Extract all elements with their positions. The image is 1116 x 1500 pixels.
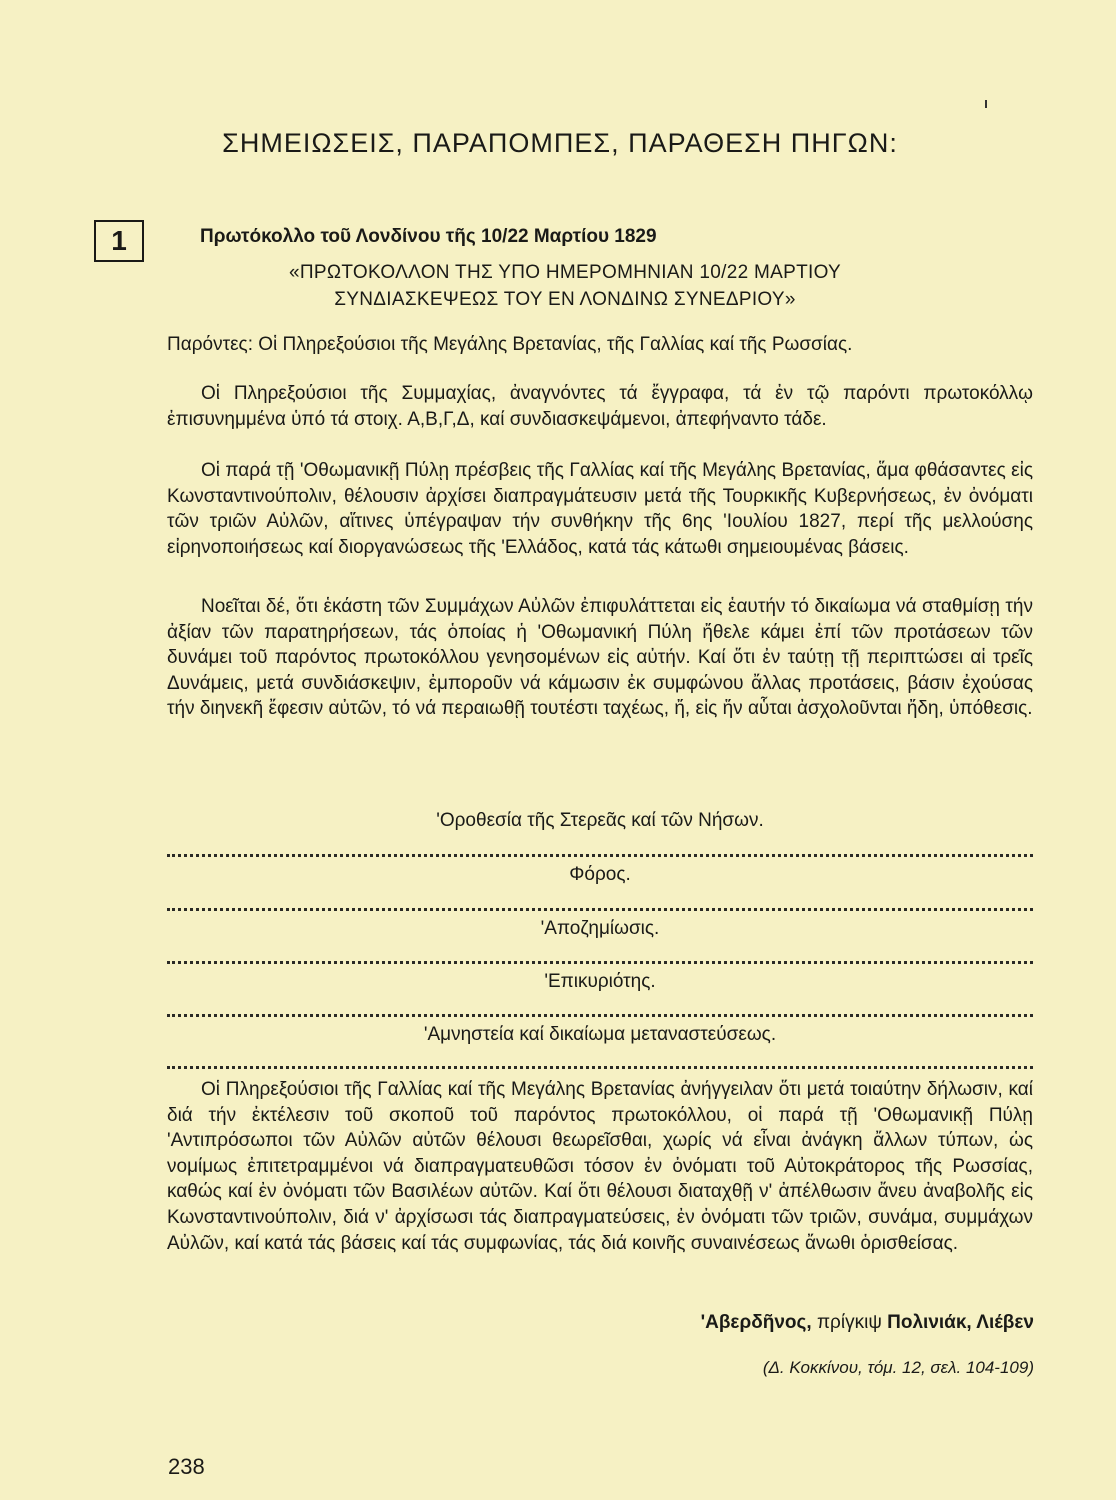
item-compensation: 'Αποζημίωσις. [540,918,660,939]
paragraph-attendees: Παρόντες: Οἱ Πληρεξούσιοι τῆς Μεγάλης Βρετανίας, τῆς Γαλλίας καί τῆς Ρωσσίας. [167,334,853,355]
source-citation: (Δ. Κοκκίνου, τόμ. 12, σελ. 104-109) [762,1358,1034,1377]
protocol-subtitle-line2: ΣΥΝΔΙΑΣΚΕΨΕΩΣ ΤΟΥ ΕΝ ΛΟΝΔΙΝΩ ΣΥΝΕΔΡΙΟΥ» [334,289,796,310]
item-suzerainty: 'Επικυριότης. [544,971,656,992]
signatory-polignac-lieven: Πολινιάκ, Λιέβεν [887,1312,1034,1333]
item-amnesty: 'Αμνηστεία καί δικαίωμα μεταναστεύσεως. [423,1024,777,1045]
item-borders: 'Οροθεσία τῆς Στερεᾶς καί τῶν Νήσων. [436,810,764,831]
page-number: 238 [168,1454,205,1479]
section-number-box: 1 [94,220,144,262]
dotted-divider [167,1014,1033,1017]
signatory-aberdeen: 'Αβερδῆνος, [700,1312,812,1333]
paragraph-plenipotentiaries: Οἱ Πληρεξούσιοι τῆς Γαλλίας καί τῆς Μεγάλης Βρετανίας ἀνήγγειλαν ὅτι μετά τοιαύτην δήλωσιν, καί διά τήν ἐκτέλεσιν τοῦ σκοποῦ τοῦ παρόντος πρωτοκόλλου, οἱ παρά τῇ 'Οθωμανικῇ Πύλῃ 'Αντιπρόσωποι τῶν Αὐλῶν αὐτῶν θέλουσι θεωρεῖσθαι, χωρίς νά εἶναι ἀνάγκη ἄλλων τύπων, ὡς νομίμως ἐπιτετραμμένοι νά διαπραγματευθῶσι τόσον ἐν ὀνόματι τοῦ Αὐτοκράτορος τῆς Ρωσσίας, καθώς καί ἐν ὀνόματι τῶν Βασιλέων αὐτῶν. Καί ὅτι θέλουσι διαταχθῇ ν' ἀπέλθωσιν ἄνευ ἀναβολῆς εἰς Κωνσταντινούπολιν, διά ν' ἀρχίσωσι τάς διαπραγματεύσεις, ἐν ὀνόματι τῶν τριῶν, συνάμα, συμμάχων Αὐλῶν, καί κατά τάς βάσεις καί τάς συμφωνίας, τάς διά κοινῆς συναινέσεως ἄνωθι ὁρισθείσας. [167,1079,1033,1254]
dotted-divider [167,1066,1033,1069]
scan-mark [985,100,987,108]
dotted-divider [167,854,1033,857]
signatory-title: πρίγκιψ [816,1312,882,1333]
protocol-subtitle-line1: «ΠΡΩΤΟΚΟΛΛΟΝ ΤΗΣ ΥΠΟ ΗΜΕΡΟΜΗΝΙΑΝ 10/22 ΜΑΡΤΙΟΥ [288,262,842,283]
dotted-divider [167,908,1033,911]
section-title: Πρωτόκολλο τοῦ Λονδίνου τῆς 10/22 Μαρτίου 1829 [200,226,657,247]
signatures [701,1312,1034,1334]
paragraph-intro: Οἱ Πληρεξούσιοι τῆς Συμμαχίας, ἀναγνόντες τά ἔγγραφα, τά ἐν τῷ παρόντι πρωτοκόλλῳ ἐπισυνημμένα ὑπό τά στοιχ. Α,Β,Γ,Δ, καί συνδιασκεψάμενοι, ἀπεφήναντο τάδε. [167,383,1033,430]
paragraph-negotiation: Οἱ παρά τῇ 'Οθωμανικῇ Πύλῃ πρέσβεις τῆς Γαλλίας καί τῆς Μεγάλης Βρετανίας, ἅμα φθάσαντες εἰς Κωνσταντινούπολιν, θέλουσιν ἀρχίσει διαπραγμάτευσιν μετά τῆς Τουρκικῆς Κυβερνήσεως, ἐν ὀνόματι τῶν τριῶν Αὐλῶν, αἵτινες ὑπέγραψαν τήν συνθήκην τῆς 6ης 'Ιουλίου 1827, περί τῆς μελλούσης εἰρηνοποιήσεως καί διοργανώσεως τῆς 'Ελλάδος, κατά τάς κάτωθι σημειουμένας βάσεις. [167,460,1033,558]
item-tribute: Φόρος. [569,864,631,885]
paragraph-reservation: Νοεῖται δέ, ὅτι ἑκάστη τῶν Συμμάχων Αὐλῶν ἐπιφυλάττεται εἰς ἑαυτήν τό δικαίωμα νά σταθμίσῃ τήν ἀξίαν τῶν παρατηρήσεων, τάς ὁποίας ἡ 'Οθωμανική Πύλη ἤθελε κάμει ἐπί τῶν προτάσεων τῶν δυνάμει τοῦ παρόντος πρωτοκόλλου γενησομένων εἰς αὐτήν. Καί ὅτι ἐν ταύτῃ τῇ περιπτώσει αἱ τρεῖς Δυνάμεις, μετά συνδιάσκεψιν, ἐμποροῦν νά κάμωσιν ἐκ συμφώνου ἄλλας προτάσεις, βάσιν ἐχούσας τήν διηνεκῆ ἔφεσιν αὐτῶν, τό νά περαιωθῇ τουτέστι ταχέως, ἤ, εἰς ἥν αὗται ἀσχολοῦνται ἤδη, ὑπόθεσις. [167,596,1033,720]
dotted-divider [167,961,1033,964]
page-heading: ΣΗΜΕΙΩΣΕΙΣ, ΠΑΡΑΠΟΜΠΕΣ, ΠΑΡΑΘΕΣΗ ΠΗΓΩΝ: [222,128,898,158]
